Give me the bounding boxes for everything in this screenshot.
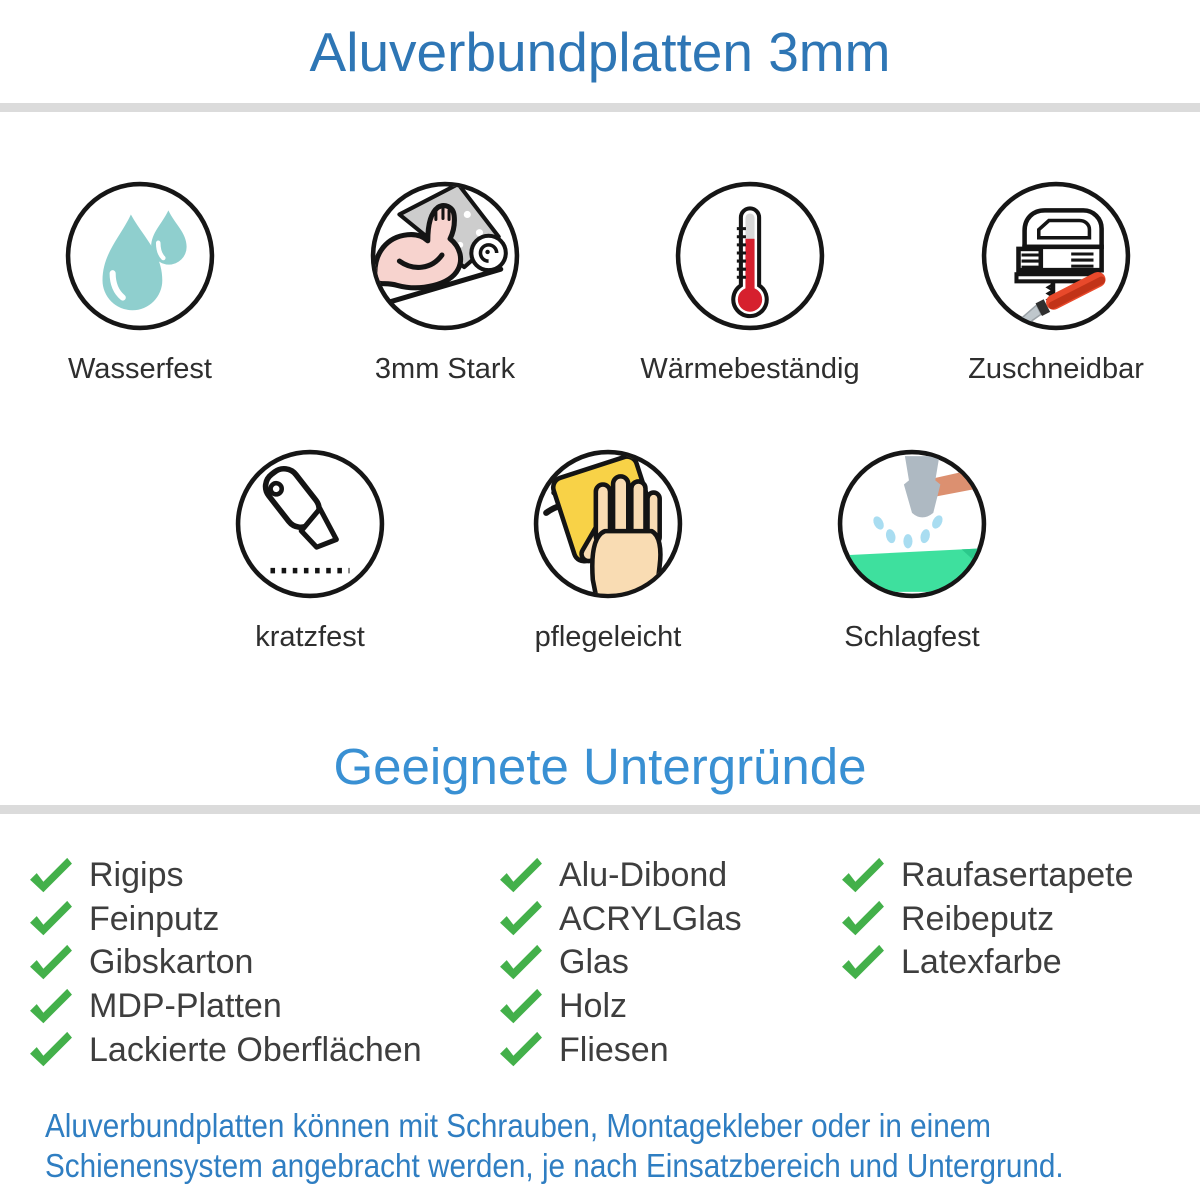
substrate-label: Alu-Dibond xyxy=(559,856,728,895)
jigsaw-cutter-knife-icon xyxy=(980,180,1132,332)
green-checkmark-icon xyxy=(26,943,76,983)
green-checkmark-icon xyxy=(838,943,888,983)
green-checkmark-icon xyxy=(838,856,888,896)
substrate-label: Reibeputz xyxy=(901,899,1055,938)
feature-waterproof xyxy=(10,180,270,386)
substrate-item xyxy=(26,1028,422,1072)
feature-label: pflegeleicht xyxy=(534,621,682,653)
feature-cuttable xyxy=(926,180,1186,386)
feature-3mm-strong xyxy=(315,180,575,386)
substrate-item xyxy=(496,854,742,898)
substrate-label: Rigips xyxy=(89,856,184,895)
hammer-impact-icon xyxy=(836,448,988,600)
green-checkmark-icon xyxy=(496,1030,546,1070)
green-checkmark-icon xyxy=(496,856,546,896)
feature-label: Schlagfest xyxy=(844,621,980,653)
substrate-label: Feinputz xyxy=(89,899,220,938)
green-checkmark-icon xyxy=(496,987,546,1027)
mounting-note xyxy=(45,1106,1064,1186)
substrate-label: Fliesen xyxy=(559,1030,669,1069)
substrate-label: MDP-Platten xyxy=(89,987,282,1026)
utility-knife-icon xyxy=(234,448,386,600)
green-checkmark-icon xyxy=(496,899,546,939)
substrate-column-2 xyxy=(496,854,742,1072)
substrate-item xyxy=(26,941,422,985)
feature-impact-resistant xyxy=(782,448,1042,654)
substrate-label: Gibskarton xyxy=(89,943,254,982)
feature-label: 3mm Stark xyxy=(374,353,516,385)
feature-label: kratzfest xyxy=(255,621,365,653)
substrate-item xyxy=(838,854,1134,898)
substrate-item xyxy=(26,854,422,898)
flexed-arm-panel-roll-icon xyxy=(369,180,521,332)
mounting-note-line-1: Aluverbundplatten können mit Schrauben, Montagekleber oder in einem xyxy=(45,1107,992,1144)
water-drops-icon xyxy=(64,180,216,332)
substrate-item xyxy=(26,898,422,942)
feature-label: Wärmebeständig xyxy=(640,353,860,385)
substrate-column-3 xyxy=(838,854,1134,985)
substrate-item xyxy=(496,1028,742,1072)
substrate-item xyxy=(496,985,742,1029)
substrate-label: Holz xyxy=(559,987,628,1026)
substrate-item xyxy=(838,898,1134,942)
substrate-label: ACRYLGlas xyxy=(559,899,742,938)
substrate-column-1 xyxy=(26,854,422,1072)
feature-label: Zuschneidbar xyxy=(968,353,1144,385)
divider-top xyxy=(0,103,1200,112)
substrate-item xyxy=(26,985,422,1029)
divider-middle xyxy=(0,805,1200,814)
mounting-note-line-2: Schienensystem angebracht werden, je nach Einsatzbereich und Untergrund. xyxy=(45,1147,1064,1184)
hand-cleaning-cloth-icon xyxy=(532,448,684,600)
green-checkmark-icon xyxy=(496,943,546,983)
page-title: Aluverbundplatten 3mm xyxy=(309,21,891,83)
substrate-item xyxy=(496,941,742,985)
green-checkmark-icon xyxy=(26,899,76,939)
green-checkmark-icon xyxy=(838,899,888,939)
feature-easy-care xyxy=(478,448,738,654)
feature-scratch-resistant xyxy=(180,448,440,654)
substrate-label: Glas xyxy=(559,943,629,982)
feature-label: Wasserfest xyxy=(68,353,212,385)
green-checkmark-icon xyxy=(26,987,76,1027)
section-title: Geeignete Untergründe xyxy=(333,738,867,795)
green-checkmark-icon xyxy=(26,1030,76,1070)
green-checkmark-icon xyxy=(26,856,76,896)
feature-heat-resistant xyxy=(620,180,880,386)
substrate-label: Latexfarbe xyxy=(901,943,1062,982)
thermometer-icon xyxy=(674,180,826,332)
substrate-item xyxy=(496,898,742,942)
substrate-item xyxy=(838,941,1134,985)
substrate-label: Raufasertapete xyxy=(901,856,1134,895)
substrate-label: Lackierte Oberflächen xyxy=(89,1030,422,1069)
